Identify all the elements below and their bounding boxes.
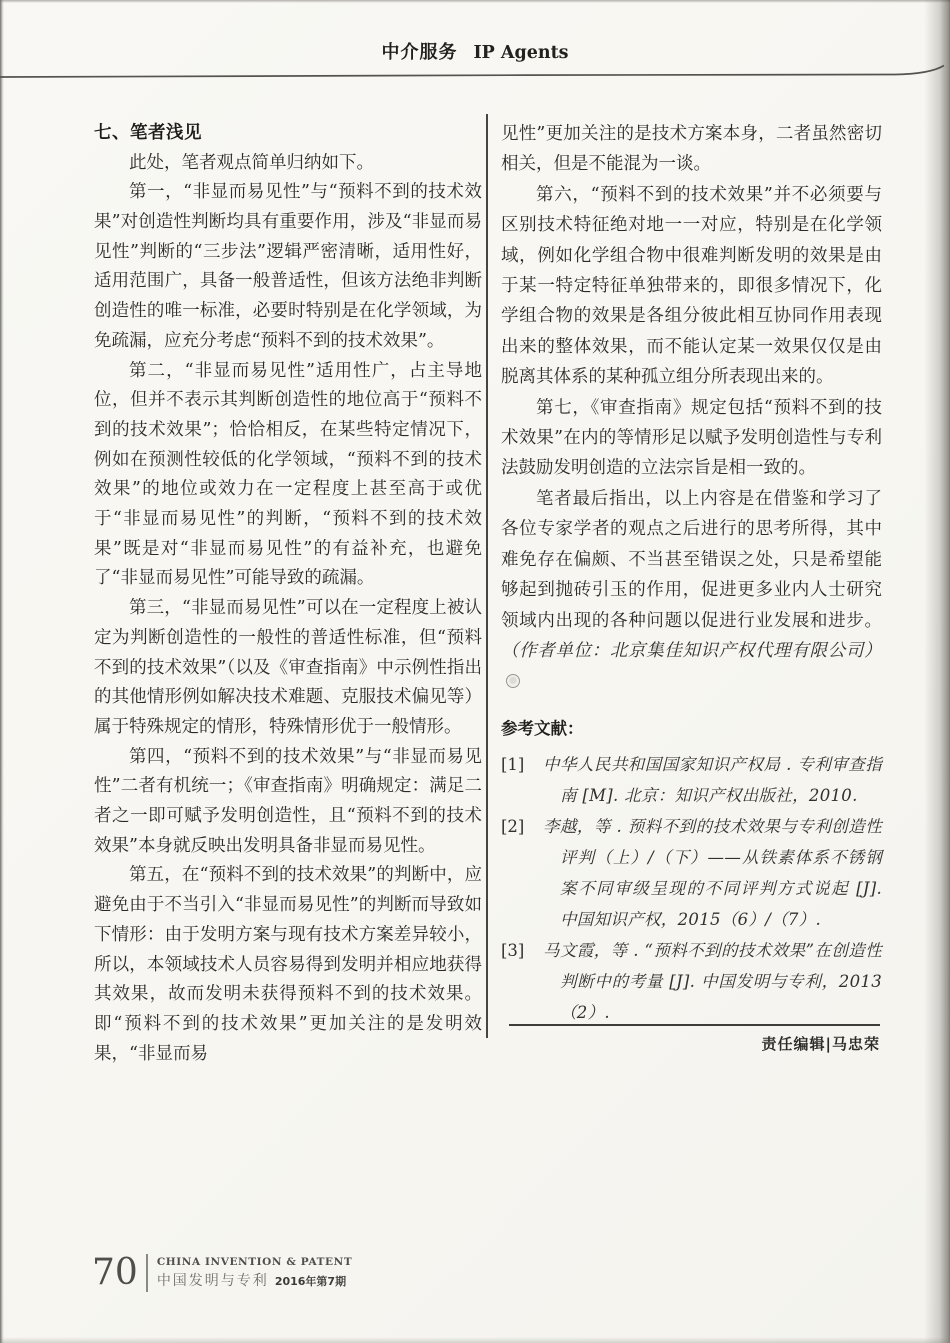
reference-text: 马文霞，等 . “预料不到的技术效果”在创造性判断中的考量 [J]. 中国发明与专利，2013（2）. <box>543 940 882 1022</box>
paragraph-point-4: 第四，“预料不到的技术效果”与“非显而易见性”二者有机统一；《审查指南》明确规定：满足二者之一即可赋予发明创造性，且“预料不到的技术效果”本身就反映出发明具备非显而易见性。 <box>94 746 482 856</box>
paragraph-point-5: 第五，在“预料不到的技术效果”的判断中，应避免由于不当引入“非显而易见性”的判断而导致如下情形：由于发明方案与现有技术方案差异较小，所以，本领域技术人员容易得到发明并相应地获得其效果，故而发明未获得预料不到的技术效果。即“预料不到的技术效果”更加关注的是发明效果，“非显而易 <box>94 865 482 1064</box>
paragraph-point-6: 第六，“预料不到的技术效果”并不必须要与区别技术特征绝对地一一对应，特别是在化学领域，例如化学组合物中很难判断发明的效果是由于某一特定特征单独带来的，即很多情况下，化学组合物的效果是各组分彼此相互协同作用表现出来的整体效果，而不能认定某一效果仅仅是由脱离其体系的某种孤立组分所表现出来的。 <box>501 184 882 388</box>
journal-name-cn-row <box>157 1270 352 1290</box>
running-head <box>0 38 950 64</box>
section-name-cn: 中介服务 <box>381 42 458 63</box>
header-rule <box>0 64 950 82</box>
scan-bottom-edge-shadow <box>0 1337 950 1343</box>
paragraph-point-5-continued: 见性”更加关注的是技术方案本身，二者虽然密切相关，但是不能混为一谈。 <box>501 124 882 175</box>
footer-divider-rule <box>146 1254 148 1292</box>
right-column <box>501 119 882 1028</box>
journal-name-en: CHINA INVENTION & PATENT <box>156 1256 353 1268</box>
column-divider-rule <box>486 114 488 1038</box>
page-number: 70 <box>92 1252 138 1293</box>
reference-text: 中华人民共和国国家知识产权局 . 专利审查指南 [M]. 北京：知识产权出版社，2010. <box>543 754 882 805</box>
reference-text: 李越，等 . 预料不到的技术效果与专利创造性评判（上）/（下）——从铁素体系不锈钢案不同审级呈现的不同评判方式说起 [J]. 中国知识产权，2015（6）/（7）. <box>543 816 882 929</box>
editor-credit-rule <box>509 1024 880 1026</box>
reference-item <box>501 749 882 811</box>
paragraph-point-3: 第三，“非显而易见性”可以在一定程度上被认定为判断创造性的一般性的普适性标准，但“预料不到的技术效果”（以及《审查指南》中示例性指出的其他情形例如解决技术难题、克服技术偏见等）属于特殊规定的情形，特殊情形优于一般情形。 <box>94 598 482 737</box>
section-name-en: IP Agents <box>473 43 569 63</box>
scan-right-edge-shadow <box>924 0 950 1343</box>
paragraph-point-7: 第七，《审查指南》规定包括“预料不到的技术效果”在内的等情形足以赋予发明创造性与专利法鼓励发明创造的立法宗旨是相一致的。 <box>501 397 882 479</box>
journal-name-cn: 中国发明与专利 <box>156 1273 269 1289</box>
reference-number: [1] <box>501 754 525 774</box>
scan-left-edge-shadow <box>0 0 4 1343</box>
reference-item <box>501 811 882 935</box>
reference-number: [3] <box>501 940 525 960</box>
paragraph-point-2: 第二，“非显而易见性”适用性广，占主导地位，但并不表示其判断创造性的地位高于“预料不到的技术效果”；恰恰相反，在某些特定情况下，例如在预测性较低的化学领域，“预料不到的技术效果”的地位或效力在一定程度上甚至高于或优于“非显而易见性”的判断，“预料不到的技术效果”既是对“非显而易见性”的有益补充，也避免了“非显而易见性”可能导致的疏漏。 <box>94 360 482 589</box>
paragraph-intro: 此处，笔者观点简单归纳如下。 <box>129 152 374 173</box>
reference-item <box>501 935 882 1028</box>
closing-text: 笔者最后指出，以上内容是在借鉴和学习了各位专家学者的观点之后进行的思考所得，其中难免存在偏颇、不当甚至错误之处，只是希望能够起到抛砖引玉的作用，促进更多业内人士研究领域内出现的各种问题以促进行业发展和进步。 <box>501 488 882 631</box>
reference-number: [2] <box>501 816 525 836</box>
editor-credit: 责任编辑|马忠荣 <box>761 1035 880 1053</box>
page-footer <box>92 1254 352 1292</box>
references-section <box>501 714 882 1028</box>
scan-top-edge-shadow <box>0 0 950 3</box>
article-end-mark-icon <box>506 674 520 688</box>
section-heading: 七、笔者浅见 <box>94 123 202 143</box>
references-heading: 参考文献： <box>501 718 584 738</box>
journal-imprint <box>157 1256 352 1290</box>
author-affiliation-note: （作者单位：北京集佳知识产权代理有限公司） <box>501 640 882 661</box>
paragraph-closing <box>501 484 882 697</box>
issue-label: 2016年第7期 <box>274 1275 347 1288</box>
left-column <box>94 119 482 1069</box>
paragraph-point-1: 第一，“非显而易见性”与“预料不到的技术效果”对创造性判断均具有重要作用，涉及“非显而易见性”判断的“三步法”逻辑严密清晰，适用性好，适用范围广，具备一般普适性，但该方法绝非判断创造性的唯一标准，必要时特别是在化学领域，为免疏漏，应充分考虑“预料不到的技术效果”。 <box>94 182 482 351</box>
